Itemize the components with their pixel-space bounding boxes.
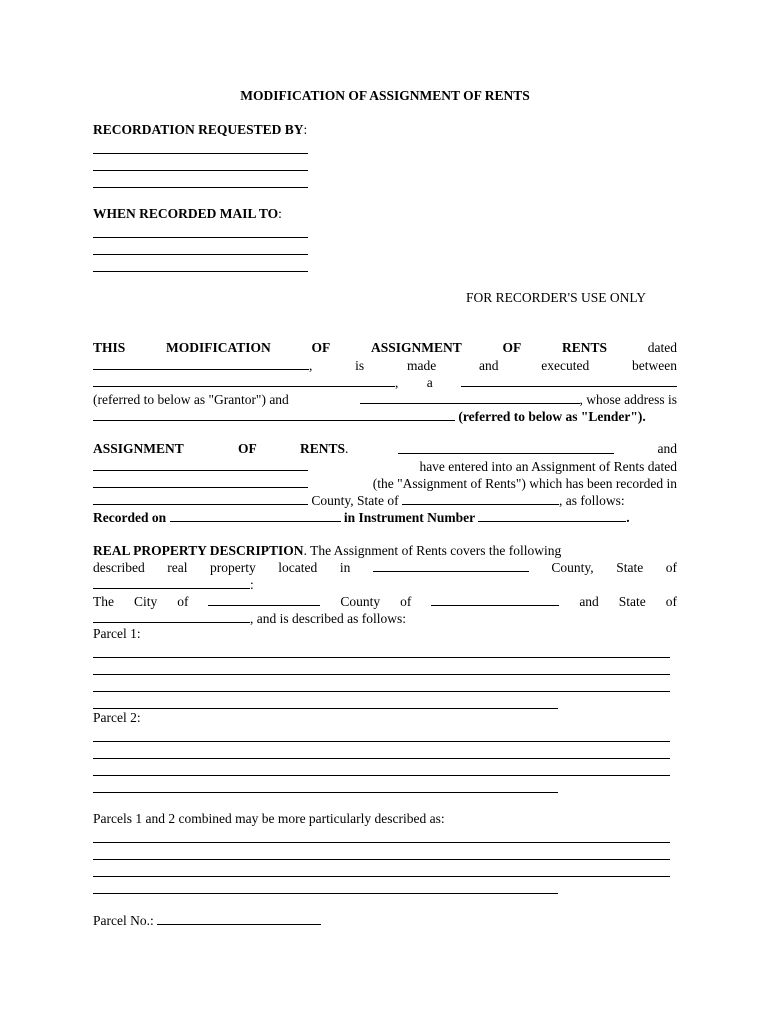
parcel-number: Parcel No.:: [93, 912, 321, 929]
lender-address-blank[interactable]: [93, 408, 455, 421]
parcel-1-label: Parcel 1:: [93, 626, 141, 641]
lender-name-blank[interactable]: [360, 391, 580, 404]
when-recorded-mail-to: WHEN RECORDED MAIL TO:: [93, 206, 282, 221]
recordation-requested-by: RECORDATION REQUESTED BY:: [93, 122, 308, 137]
city-county-blank[interactable]: [431, 593, 559, 606]
assignment-line-3: (the "Assignment of Rents") which has been recorded in: [93, 475, 677, 492]
intro-line-4: (referred to below as "Grantor") and , whose address is: [93, 392, 677, 407]
date-blank[interactable]: [93, 357, 309, 370]
intro-line-2: , is made and executed between: [93, 357, 677, 374]
parties-blank[interactable]: [398, 441, 614, 454]
document-page: MODIFICATION OF ASSIGNMENT OF RENTS RECORDATION REQUESTED BY: WHEN RECORDED MAIL TO: FOR RECORDER'S USE ONLY THIS MODIFICATION OF ASSIGNMENT OF RENTS dated , is made and executed between , a (referred to below as "Grantor") and , whose address is (referred to below as "Lender"). ASSIGNMENT OF RENTS. and have entered into an Assignment of Rents dated (the "Assignment of Rents") which has been recorded in County, State of , as follows: Recorded on in Instrument Number . REAL PROPERTY DESCRIPTION. The Assignment of Rents covers the following described real property located in County, State of : The City of County of and State of , and is described as follows: Parcel 1: Parcel 2: Parcels 1 and 2 combined may be more particularly described as: Parcel No.:: [0, 0, 770, 1024]
parcel-1-line-4[interactable]: [93, 708, 558, 709]
recordation-line-3[interactable]: [93, 187, 308, 188]
combined-line-3[interactable]: [93, 876, 670, 877]
document-title: MODIFICATION OF ASSIGNMENT OF RENTS: [240, 88, 530, 103]
assignment-line-4: County, State of , as follows:: [93, 492, 625, 509]
mail-to-line-3[interactable]: [93, 271, 308, 272]
combined-description-label: Parcels 1 and 2 combined may be more particularly described as:: [93, 811, 445, 826]
intro-line-5: (referred to below as "Lender").: [93, 408, 646, 425]
assignment-date-blank[interactable]: [93, 475, 308, 488]
recordation-line-1[interactable]: [93, 153, 308, 154]
combined-line-2[interactable]: [93, 859, 670, 860]
property-line-2: described real property located in County, State of: [93, 560, 677, 575]
recordation-line-2[interactable]: [93, 170, 308, 171]
mail-to-line-1[interactable]: [93, 237, 308, 238]
parcel-2-label: Parcel 2:: [93, 710, 141, 725]
combined-line-4[interactable]: [93, 893, 558, 894]
parcel-2-line-3[interactable]: [93, 775, 670, 776]
recorders-use-only: FOR RECORDER'S USE ONLY: [466, 290, 646, 305]
property-line-3: The City of County of and State of: [93, 594, 677, 609]
property-line-4: , and is described as follows:: [93, 610, 406, 627]
grantor-name-blank[interactable]: [93, 374, 395, 387]
property-line-2b: :: [93, 576, 254, 593]
assignment-line-5: Recorded on in Instrument Number .: [93, 510, 630, 525]
city-blank[interactable]: [208, 593, 320, 606]
property-state-blank[interactable]: [93, 576, 250, 589]
recorded-on-blank[interactable]: [170, 509, 341, 522]
intro-line-1: THIS MODIFICATION OF ASSIGNMENT OF RENTS dated: [93, 340, 677, 355]
combined-line-1[interactable]: [93, 842, 670, 843]
parcel-1-line-2[interactable]: [93, 674, 670, 675]
county-blank[interactable]: [93, 492, 308, 505]
property-line-1: REAL PROPERTY DESCRIPTION. The Assignment of Rents covers the following: [93, 543, 562, 558]
intro-line-3: , a: [93, 374, 677, 391]
parcel-2-line-4[interactable]: [93, 792, 558, 793]
mail-to-line-2[interactable]: [93, 254, 308, 255]
grantor-entity-blank[interactable]: [461, 374, 677, 387]
parcel-1-line-1[interactable]: [93, 657, 670, 658]
state-blank[interactable]: [402, 492, 559, 505]
parcel-1-line-3[interactable]: [93, 691, 670, 692]
assignment-line-2: have entered into an Assignment of Rents dated: [93, 458, 677, 475]
city-state-blank[interactable]: [93, 610, 250, 623]
assignee-blank[interactable]: [93, 458, 308, 471]
instrument-number-blank[interactable]: [478, 509, 626, 522]
parcel-2-line-2[interactable]: [93, 758, 670, 759]
parcel-2-line-1[interactable]: [93, 741, 670, 742]
property-county-blank[interactable]: [373, 559, 529, 572]
parcel-number-blank[interactable]: [157, 912, 321, 925]
